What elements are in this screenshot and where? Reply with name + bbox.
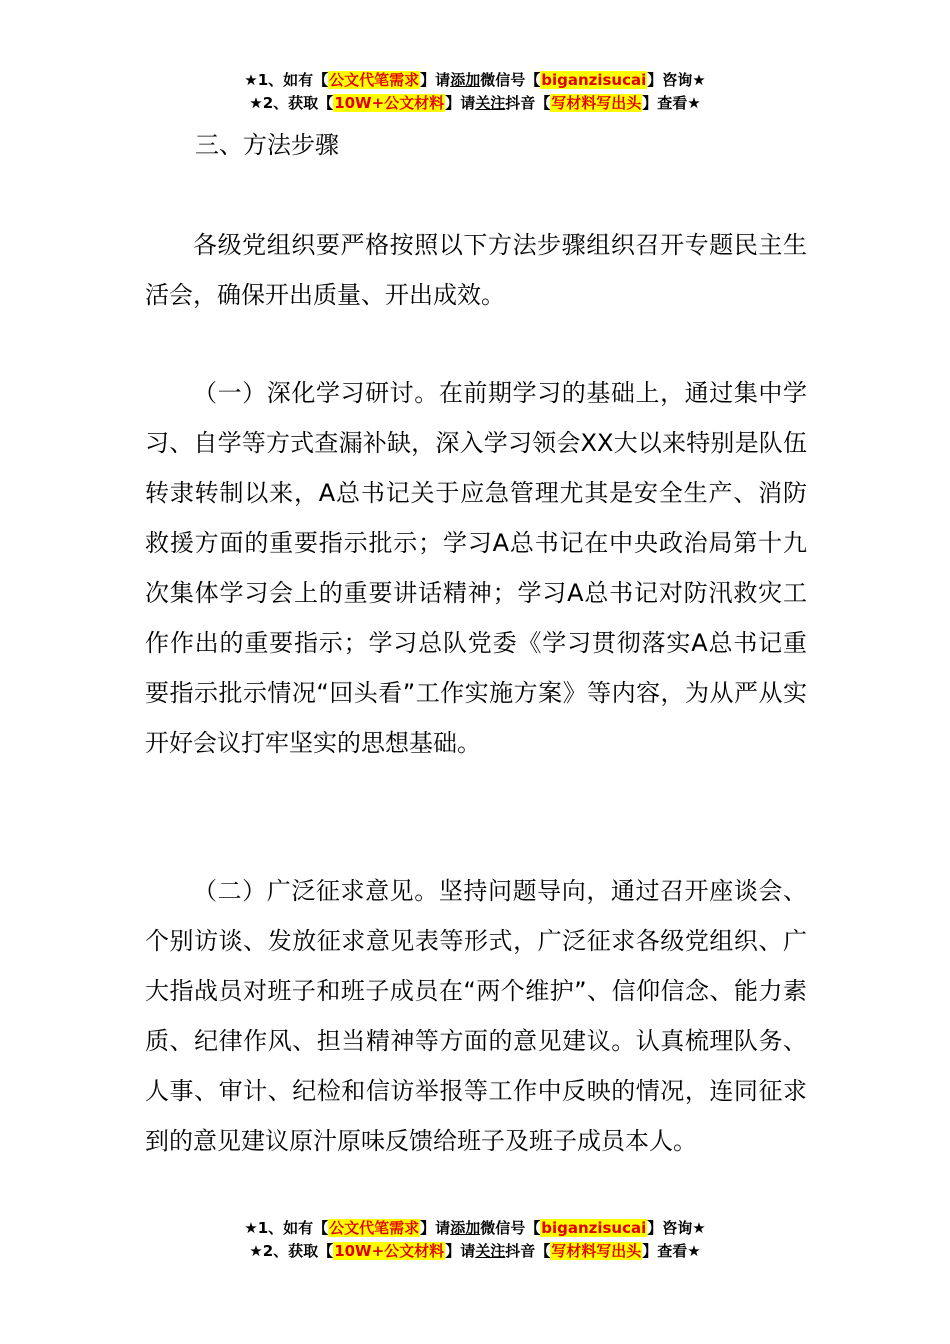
banner-text: 】查看★	[642, 94, 701, 112]
paragraph-text: （二）广泛征求意见。坚持问题导向，通过召开座谈会、个别访谈、发放征求意见表等形式，广泛征求各级党组织、广大指战员对班子和班子成员在“两个维护”、信仰信念、能力素质、纪律作风、担当精神等方面的意见建议。认真梳理队务、人事、审计、纪检和信访举报等工作中反映的情况，连同征求到的意见建议原汁原味反馈给班子及班子成员本人。	[145, 877, 807, 1155]
banner-text: 】咨询★	[647, 71, 706, 89]
paragraph-opinions	[145, 866, 807, 1166]
banner-line-2	[0, 92, 950, 115]
banner-text: 微信号【	[480, 71, 541, 89]
banner-text: ★1、如有【	[244, 1219, 329, 1237]
banner-text: 】咨询★	[647, 1219, 706, 1237]
banner-highlight: 公文代笔需求	[329, 71, 420, 89]
banner-text: 抖音【	[505, 94, 551, 112]
banner-line-1	[0, 1217, 950, 1240]
banner-text: 】查看★	[642, 1242, 701, 1260]
banner-text: 微信号【	[480, 1219, 541, 1237]
banner-text: ★1、如有【	[244, 71, 329, 89]
banner-highlight: biganzisucai	[541, 71, 647, 89]
banner-text: ★2、获取【	[249, 1242, 334, 1260]
banner-line-1	[0, 69, 950, 92]
paragraph-text: 各级党组织要严格按照以下方法步骤组织召开专题民主生活会，确保开出质量、开出成效。	[145, 231, 807, 309]
banner-line-2	[0, 1240, 950, 1263]
bottom-banner	[0, 1217, 950, 1263]
top-banner	[0, 69, 950, 115]
banner-text: 】请	[445, 1242, 476, 1260]
banner-underline: 关注	[475, 94, 506, 112]
banner-text: 】请	[420, 1219, 451, 1237]
banner-highlight: 10W+公文材料	[334, 94, 445, 112]
banner-highlight: 10W+公文材料	[334, 1242, 445, 1260]
banner-highlight: 写材料写出头	[551, 1242, 642, 1260]
paragraph-study	[145, 368, 807, 768]
banner-text: 】请	[445, 94, 476, 112]
banner-underline: 添加	[450, 1219, 481, 1237]
banner-underline: 添加	[450, 71, 481, 89]
banner-text: ★2、获取【	[249, 94, 334, 112]
banner-text: 抖音【	[505, 1242, 551, 1260]
banner-highlight: 公文代笔需求	[329, 1219, 420, 1237]
section-heading: 三、方法步骤	[195, 131, 339, 159]
banner-highlight: biganzisucai	[541, 1219, 647, 1237]
banner-highlight: 写材料写出头	[551, 94, 642, 112]
banner-underline: 关注	[475, 1242, 506, 1260]
banner-text: 】请	[420, 71, 451, 89]
paragraph-intro	[145, 220, 807, 320]
paragraph-text: （一）深化学习研讨。在前期学习的基础上，通过集中学习、自学等方式查漏补缺，深入学习领会XX大以来特别是队伍转隶转制以来，A总书记关于应急管理尤其是安全生产、消防救援方面的重要指示批示；学习A总书记在中央政治局第十九次集体学习会上的重要讲话精神；学习A总书记对防汛救灾工作作出的重要指示；学习总队党委《学习贯彻落实A总书记重要指示批示情况“回头看”工作实施方案》等内容，为从严从实开好会议打牢坚实的思想基础。	[145, 379, 807, 757]
